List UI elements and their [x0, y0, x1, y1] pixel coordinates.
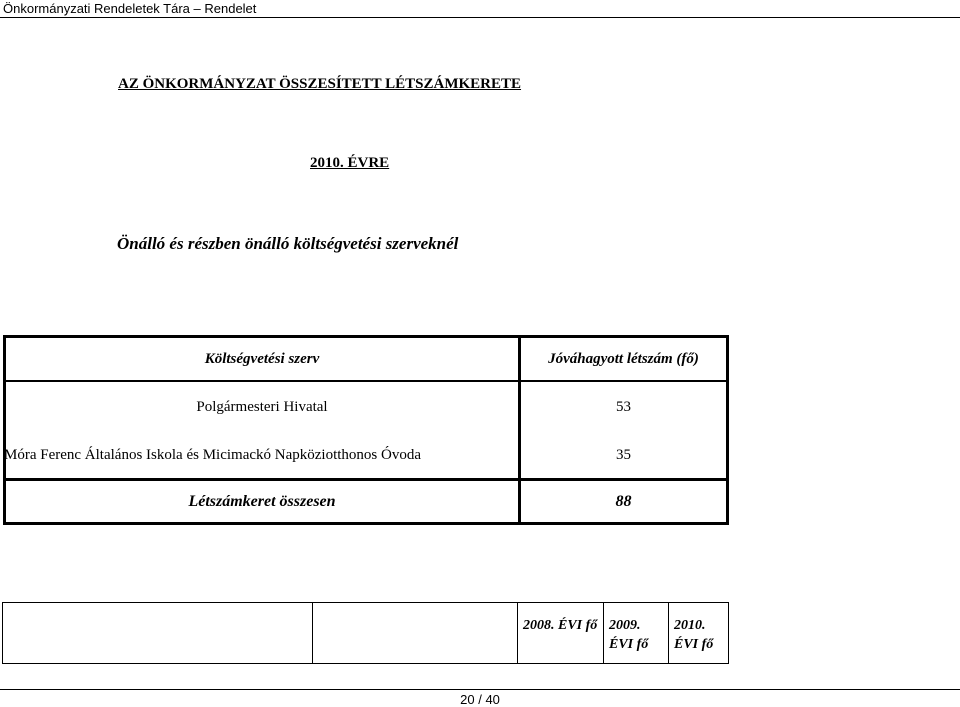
footer-divider	[0, 689, 960, 690]
row-name-0: Polgármesteri Hivatal	[196, 398, 328, 415]
row-value-0: 53	[616, 398, 631, 415]
page-current: 20	[460, 692, 475, 707]
header-2010: 2010. ÉVI fő	[674, 618, 714, 652]
document-title: AZ ÖNKORMÁNYZAT ÖSSZESÍTETT LÉTSZÁMKERETE	[118, 76, 522, 92]
header-2009: 2009. ÉVI fő	[609, 618, 649, 652]
window-title-bar	[0, 0, 960, 18]
page-indicator	[0, 692, 960, 707]
page-total: 40	[485, 692, 500, 707]
document-year: 2010. ÉVRE	[310, 155, 390, 171]
header-2008: 2008. ÉVI fő	[523, 618, 598, 633]
total-label: Létszámkeret összesen	[188, 492, 336, 510]
row-name-1: Móra Ferenc Általános Iskola és Micimackó Napköziotthonos Óvoda	[4, 446, 421, 463]
header-budget-unit: Költségvetési szerv	[204, 350, 320, 367]
document-subtitle: Önálló és részben önálló költségvetési szerveknél	[117, 234, 459, 253]
window-title: Önkormányzati Rendeletek Tára – Rendelet	[3, 1, 257, 16]
row-value-1: 35	[616, 446, 631, 463]
header-approved-headcount: Jóváhagyott létszám (fő)	[548, 351, 699, 367]
total-value: 88	[615, 492, 632, 510]
page-separator: /	[478, 692, 482, 707]
